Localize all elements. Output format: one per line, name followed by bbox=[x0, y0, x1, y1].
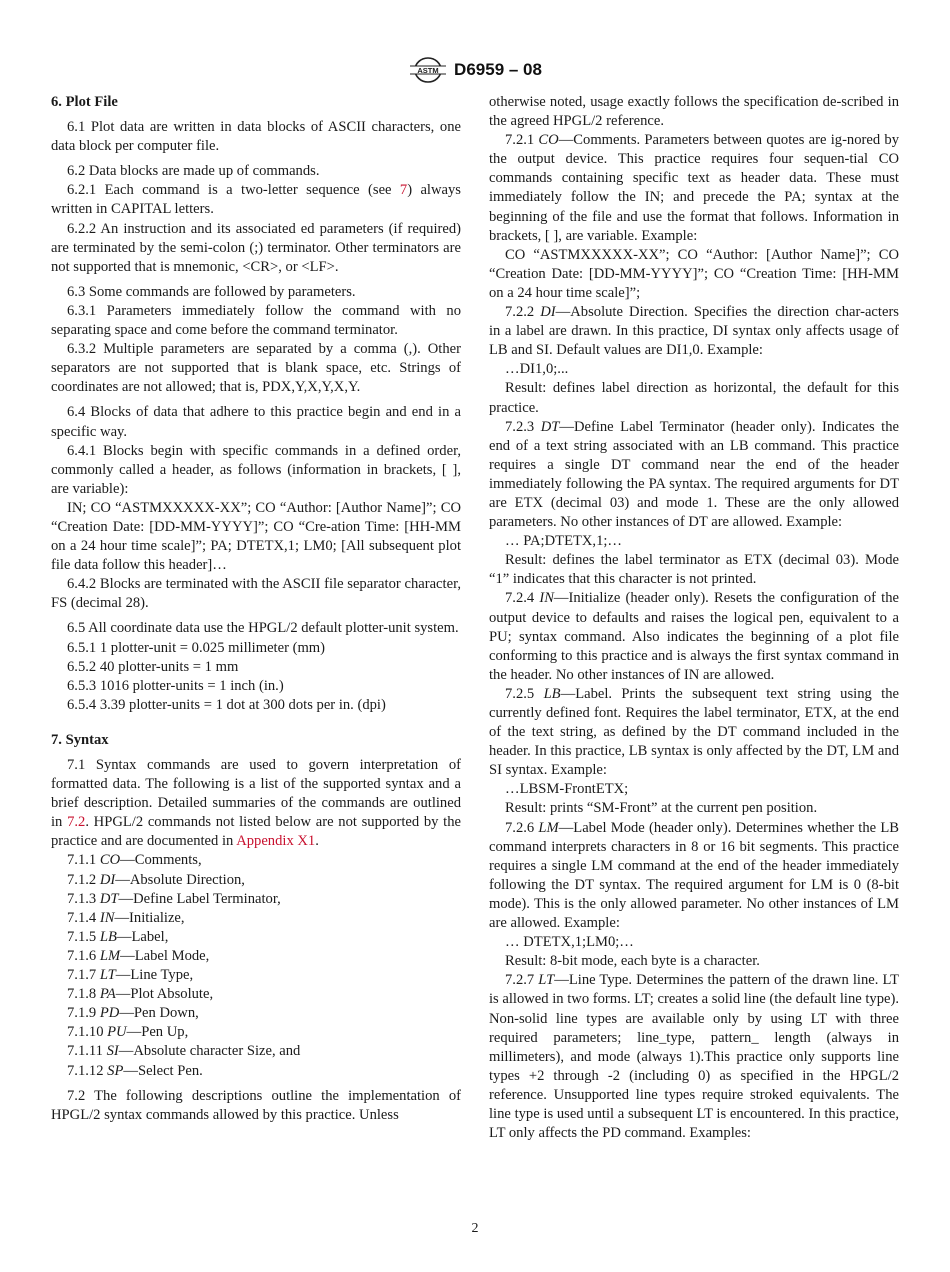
paragraph-6-4-2: 6.4.2 Blocks are terminated with the ASCII file separator character, FS (decimal 28). bbox=[51, 576, 461, 612]
paragraph-6-2-1: 6.2.1 Each command is a two-letter sequence (see 7) always written in CAPITAL letters. bbox=[51, 182, 461, 218]
left-column bbox=[51, 93, 461, 1125]
syntax-list-item: 7.1.8 PA—Plot Absolute, bbox=[67, 986, 214, 1003]
paragraph-6-5: 6.5 All coordinate data use the HPGL/2 default plotter-unit system. bbox=[67, 620, 459, 637]
paragraph-7-2-5: 7.2.5 LB—Label. Prints the subsequent text string using the currently defined font. Requires the label terminator, ETX, at the end of the text string, as defined by the DT command included in the header. In this practice, LB syntax is only affected by the DT, LM and SI syntax. Example: bbox=[489, 685, 899, 779]
syntax-list-item: 7.1.5 LB—Label, bbox=[67, 928, 169, 945]
paragraph-7-2-3-result: Result: defines the label terminator as ETX (decimal 03). Mode “1” indicates that this character is not printed. bbox=[489, 552, 899, 588]
paragraph-7-2-4: 7.2.4 IN—Initialize (header only). Resets the configuration of the output device to defaults and raises the logical pen, equivalent to a PU; syntax command. Also indicates the beginning of a plot file conforming to this practice and is always the first syntax command in the header. No other instances of IN are allowed. bbox=[489, 590, 900, 683]
paragraph-6-3-1: 6.3.1 Parameters immediately follow the command with no separating space and come before the command terminator. bbox=[51, 302, 461, 339]
paragraph-7-2-1: 7.2.1 CO—Comments. Parameters between quotes are ig-nored by the output device. This practice requires four sequen-tial CO commands containing specific text as header data. These must immediately follow the IN; and precede the PA; syntax at the beginning of the file and use the format that follows. Information in brackets, [ ], are variable. Example: bbox=[489, 132, 899, 244]
syntax-list-item: 7.1.11 SI—Absolute character Size, and bbox=[67, 1043, 301, 1060]
section-7-link[interactable]: 7 bbox=[399, 182, 408, 199]
section-7-2-link[interactable]: 7.2 bbox=[67, 814, 86, 831]
paragraph-7-2-6: 7.2.6 LM—Label Mode (header only). Determines whether the LB command interprets characters in 8 or 16 bit segments. This practice requires a single LM command at the end of the header immediately following the DT syntax. The required argument for LM is 0 (8-bit mode). This is the only allowed parameter. No other instances of LM are allowed. Example: bbox=[489, 819, 899, 932]
right-column bbox=[489, 93, 899, 1143]
paragraph-6-2: 6.2 Data blocks are made up of commands. bbox=[67, 163, 320, 180]
paragraph-7-2-6-example: … DTETX,1;LM0;… bbox=[505, 934, 634, 951]
paragraph-6-3: 6.3 Some commands are followed by parameters. bbox=[67, 283, 356, 300]
page-number: 2 bbox=[471, 1221, 479, 1236]
paragraph-6-1: 6.1 Plot data are written in data blocks of ASCII characters, one data block per computer file. bbox=[51, 119, 461, 155]
page-header bbox=[0, 56, 950, 84]
document-id: D6959 – 08 bbox=[454, 60, 542, 79]
paragraph-6-2-2: 6.2.2 An instruction and its associated ed parameters (if required) are terminated by the semi-colon (;) terminator. Other terminators are not supported that is mnemonic, <CR>, or <LF>. bbox=[51, 220, 461, 275]
svg-text:ASTM: ASTM bbox=[417, 66, 439, 75]
section-7-heading: 7. Syntax bbox=[51, 731, 109, 748]
appendix-x1-link[interactable]: Appendix X1 bbox=[236, 833, 316, 850]
paragraph-6-4-1: 6.4.1 Blocks begin with specific commands in a defined order, commonly called a header, as follows (information in brackets, [ ], are variable): bbox=[51, 442, 461, 497]
paragraph-6-5-4: 6.5.4 3.39 plotter-units = 1 dot at 300 dots per in. (dpi) bbox=[67, 696, 386, 713]
paragraph-7-2-3: 7.2.3 DT—Define Label Terminator (header only). Indicates the end of a text string associated with an LB command. This practice requires a single DT command near the end of the header immediately following the PA syntax. The required arguments for DT are ETX (decimal 03) and mode 1. These are the only allowed parameters. No other instances of DT are allowed. Example: bbox=[489, 418, 899, 531]
paragraph-7-1: 7.1 Syntax commands are used to govern interpretation of formatted data. The following is a list of the supported syntax and a brief description. Detailed summaries of the commands are outlined in 7.2. HPGL/2 commands not listed below are not supported by the practice and are documented in Appendix X1. bbox=[51, 757, 462, 850]
syntax-list-item: 7.1.9 PD—Pen Down, bbox=[67, 1005, 199, 1022]
paragraph-6-4: 6.4 Blocks of data that adhere to this practice begin and end in a specific way. bbox=[51, 404, 461, 440]
paragraph-7-2-2-result: Result: defines label direction as horizontal, the default for this practice. bbox=[489, 380, 899, 416]
paragraph-7-2-5-example: …LBSM-FrontETX; bbox=[505, 781, 629, 798]
paragraph-7-2: 7.2 The following descriptions outline the implementation of HPGL/2 syntax commands allowed by this practice. Unless bbox=[51, 1087, 461, 1123]
syntax-list-item: 7.1.2 DI—Absolute Direction, bbox=[67, 871, 245, 888]
paragraph-7-2-continued: otherwise noted, usage exactly follows the specification de-scribed in the agreed HPGL/2 reference. bbox=[489, 94, 899, 130]
paragraph-7-2-5-result: Result: prints “SM-Front” at the current pen position. bbox=[505, 800, 818, 817]
syntax-list-item: 7.1.7 LT—Line Type, bbox=[67, 967, 194, 984]
paragraph-7-2-6-result: Result: 8-bit mode, each byte is a character. bbox=[505, 953, 760, 970]
syntax-list-item: 7.1.12 SP—Select Pen. bbox=[67, 1062, 203, 1079]
syntax-list-item: 7.1.4 IN—Initialize, bbox=[67, 909, 185, 926]
paragraph-7-2-2: 7.2.2 DI—Absolute Direction. Specifies the direction char-acters in a label are drawn. In this practice, DI syntax only affects usage of LB and SI. Default values are DI1,0. Example: bbox=[489, 304, 899, 359]
paragraph-7-2-7: 7.2.7 LT—Line Type. Determines the pattern of the drawn line. LT is allowed in two forms. LT; creates a solid line (the default line type). Non-solid line types are available only by using LT with three required parameters; line_type, pattern_ length (always in millimeters), and mode (always 1).This practice only supports line types +2 through -2 (including 0) as specified in the HPGL/2 reference. Unsupported line types require stroked equivalents. The line type is used until a subsequent LT is encountered. In this practice, LT only affects the PD command. Examples: bbox=[489, 972, 900, 1142]
paragraph-6-4-1-example: IN; CO “ASTMXXXXX-XX”; CO “Author: [Author Name]”; CO “Creation Date: [DD-MM-YYYY]”; CO “Cre-ation Time: [HH-MM on a 24 hour time scale]”; PA; DTETX,1; LM0; [All subsequent plot file data follow this header]… bbox=[51, 499, 461, 574]
syntax-list-item: 7.1.3 DT—Define Label Terminator, bbox=[67, 890, 281, 907]
syntax-list-item: 7.1.1 CO—Comments, bbox=[67, 852, 202, 869]
paragraph-6-3-2: 6.3.2 Multiple parameters are separated by a comma (,). Other separators are not supported that is blank space, etc. Strings of coordinates are not allowed; that is, PDX,Y,X,Y,X,Y. bbox=[51, 341, 461, 396]
astm-logo-icon bbox=[408, 57, 448, 83]
section-6-heading: 6. Plot File bbox=[51, 94, 118, 110]
syntax-command-list bbox=[51, 851, 461, 1080]
paragraph-7-2-1-example: CO “ASTMXXXXX-XX”; CO “Author: [Author Name]”; CO “Creation Date: [DD-MM-YYYY]”; CO “Creation Time: [HH-MM on a 24 hour time scale]”; bbox=[489, 246, 899, 301]
syntax-list-item: 7.1.10 PU—Pen Up, bbox=[67, 1024, 189, 1041]
paragraph-7-2-3-example: … PA;DTETX,1;… bbox=[505, 533, 623, 550]
paragraph-7-2-2-example: …DI1,0;... bbox=[505, 361, 569, 378]
paragraph-6-5-2: 6.5.2 40 plotter-units = 1 mm bbox=[67, 658, 239, 675]
paragraph-6-5-3: 6.5.3 1016 plotter-units = 1 inch (in.) bbox=[67, 677, 284, 694]
paragraph-6-5-1: 6.5.1 1 plotter-unit = 0.025 millimeter (mm) bbox=[67, 639, 326, 656]
syntax-list-item: 7.1.6 LM—Label Mode, bbox=[67, 947, 210, 964]
